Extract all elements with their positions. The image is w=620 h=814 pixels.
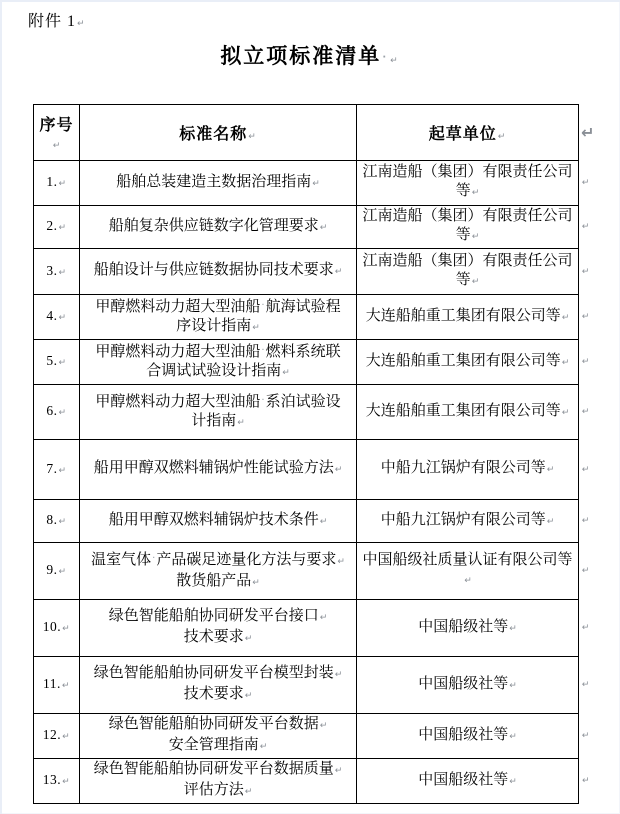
cell-text-line: 10.↵ [42, 619, 71, 634]
row-end-mark: ↵ [581, 623, 590, 633]
cell-end-mark: ↵ [471, 276, 480, 287]
cell-end-mark: ↵ [61, 681, 70, 691]
standard-name-cell [80, 385, 357, 440]
cell-text-line: 甲醇燃料动力超大型油船·系泊试验设 [95, 394, 341, 410]
cell-end-mark: ↵ [546, 465, 555, 475]
row-number-cell [34, 759, 80, 804]
table-row [34, 714, 593, 759]
row-number-cell [34, 714, 80, 759]
table-row [34, 161, 593, 206]
cell-end-mark: ↵ [509, 776, 517, 787]
row-number-cell [34, 249, 80, 295]
table-row [34, 206, 593, 249]
cell-end-mark: ↵ [319, 613, 328, 623]
space-mark: · [261, 345, 265, 356]
cell-end-mark: ↵ [52, 141, 62, 151]
cell-text-line: 2.↵ [46, 218, 67, 233]
cell-text-line: 船舶复杂供应链数字化管理要求↵ [108, 217, 328, 234]
cell-text-line: 序设计指南↵ [176, 318, 260, 334]
row-number-cell [34, 500, 80, 543]
row-number-cell [34, 543, 80, 600]
cell-text-line: 绿色智能船舶协同研发平台模型封装↵ [93, 665, 343, 681]
cell-end-mark: ↵ [546, 516, 555, 527]
cell-end-mark: ↵ [58, 358, 67, 368]
cell-text-line: 11.↵ [43, 676, 70, 691]
header-number-label: 序号 [39, 117, 74, 134]
cell-end-mark: ↵ [334, 766, 343, 776]
space-mark: · [261, 395, 265, 406]
cell-end-mark: ↵ [312, 178, 320, 189]
standard-name-cell [80, 206, 357, 249]
header-cell-number [34, 105, 80, 161]
table-row [34, 440, 593, 500]
cell-end-mark: ↵ [62, 624, 71, 634]
cell-text-line: 6.↵ [46, 403, 67, 418]
space-mark: · [382, 52, 389, 63]
cell-end-mark: ↵ [62, 777, 71, 787]
cell-end-mark: ↵ [259, 742, 268, 752]
standard-name-cell [80, 657, 357, 714]
cell-text-line: 评估方法↵ [183, 782, 253, 798]
cell-end-mark: ↵ [237, 418, 245, 428]
cell-end-mark: ↵ [58, 465, 67, 476]
cell-end-mark: ↵ [334, 465, 343, 475]
attachment-label-text: 附件 1 [28, 13, 77, 30]
cell-text-line: 7.↵ [46, 460, 67, 476]
cell-end-mark: ↵ [319, 516, 328, 527]
cell-text-line: 技术要求↵ [183, 629, 253, 645]
table-row [34, 657, 593, 714]
row-end-mark: ↵ [581, 464, 590, 475]
row-number-cell [34, 206, 80, 249]
table-header-row [34, 105, 593, 161]
cell-text-line: 中国船级社等↵ [418, 618, 517, 635]
cell-end-mark: ↵ [244, 634, 253, 644]
cell-text-line: 9.↵ [46, 562, 67, 577]
cell-text-line: 散货船产品↵ [176, 573, 260, 589]
drafting-unit-cell [357, 543, 579, 600]
drafting-unit-cell [357, 714, 579, 759]
header-standard-name-label: 标准名称 [179, 126, 248, 143]
cell-text-line: 中国船级社等↵ [418, 771, 517, 788]
cell-text-line: 安全管理指南↵ [168, 737, 268, 753]
drafting-unit-cell [357, 657, 579, 714]
cell-text-line: 大连船舶重工集团有限公司等↵ [365, 402, 570, 419]
row-number-cell [34, 295, 80, 340]
header-cell-standard-name [80, 105, 357, 161]
cell-end-mark: ↵ [561, 357, 570, 368]
cell-text-line: 等↵ [455, 227, 480, 243]
cell-end-mark: ↵ [337, 557, 345, 567]
cell-text-line: 中国船级社等↵ [418, 726, 517, 743]
standard-name-cell [80, 340, 357, 385]
row-number-cell [34, 600, 80, 657]
row-end-mark: ↵ [581, 222, 590, 232]
drafting-unit-cell [357, 161, 579, 206]
cell-text-line: 12.↵ [42, 727, 71, 742]
cell-end-mark: ↵ [282, 368, 290, 378]
cell-end-mark: ↵ [252, 323, 260, 333]
cell-end-mark: ↵ [471, 232, 480, 242]
cell-end-mark: ↵ [497, 132, 507, 142]
cell-end-mark: ↵ [334, 267, 343, 277]
cell-text-line: 13.↵ [42, 772, 71, 787]
cell-text-line: 大连船舶重工集团有限公司等↵ [365, 307, 570, 324]
cell-text-line: 5.↵ [46, 353, 67, 368]
row-end-mark: ↵ [581, 266, 590, 277]
row-number-cell [34, 657, 80, 714]
standard-name-cell [80, 543, 357, 600]
row-number-cell [34, 161, 80, 206]
drafting-unit-cell [357, 249, 579, 295]
paragraph-mark: ↵ [390, 56, 400, 66]
cell-text-line: 船舶总装建造主数据治理指南↵ [116, 173, 320, 190]
cell-end-mark: ↵ [561, 312, 570, 323]
cell-text-line: 温室气体·产品碳足迹量化方法与要求↵ [91, 552, 345, 568]
cell-end-mark: ↵ [58, 223, 67, 233]
cell-text-line: 中船九江锅炉有限公司等↵ [380, 511, 555, 528]
cell-text-line: 合调试试验设计指南↵ [146, 363, 290, 379]
row-end-mark: ↵ [581, 680, 590, 690]
cell-end-mark: ↵ [319, 222, 328, 233]
row-number-cell [34, 340, 80, 385]
standard-name-cell [80, 249, 357, 295]
cell-end-mark: ↵ [248, 132, 257, 142]
drafting-unit-cell [357, 600, 579, 657]
cell-end-mark: ↵ [58, 313, 67, 323]
cell-end-mark: ↵ [58, 567, 67, 577]
row-number-cell [34, 385, 80, 440]
table-row [34, 600, 593, 657]
cell-text-line: 计指南↵ [191, 413, 245, 429]
table-row [34, 295, 593, 340]
cell-end-mark: ↵ [509, 623, 517, 634]
cell-text-line: 绿色智能船舶协同研发平台数据↵ [108, 716, 328, 732]
standard-name-cell [80, 440, 357, 500]
cell-end-mark: ↵ [334, 670, 343, 680]
table-row [34, 543, 593, 600]
cell-end-mark: ↵ [58, 267, 67, 278]
cell-text-line: 3.↵ [46, 262, 67, 278]
table-row [34, 759, 593, 804]
cell-end-mark: ↵ [464, 576, 472, 586]
row-end-mark: ↵ [581, 357, 590, 367]
paragraph-mark: ↵ [77, 19, 86, 29]
cell-text-line: 船用甲醇双燃料辅锅炉技术条件↵ [108, 511, 328, 528]
cell-text-line: 4.↵ [46, 308, 67, 323]
header-cell-drafting-unit [357, 105, 579, 161]
row-end-mark: ↵ [581, 178, 590, 188]
cell-end-mark: ↵ [509, 680, 517, 691]
cell-end-mark: ↵ [62, 732, 71, 742]
attachment-label [28, 8, 86, 31]
drafting-unit-cell [357, 759, 579, 804]
page-title [0, 40, 620, 70]
row-end-mark: ↵ [581, 566, 590, 576]
space-mark: · [152, 553, 156, 564]
drafting-unit-cell [357, 440, 579, 500]
cell-text-line: 等↵ [455, 183, 480, 199]
cell-text-line: 江南造船（集团）有限责任公司 [362, 252, 573, 269]
cell-end-mark: ↵ [561, 407, 570, 418]
cell-text-line: 江南造船（集团）有限责任公司 [362, 164, 573, 180]
cell-text-line: 技术要求↵ [183, 686, 253, 702]
cell-text-line: 甲醇燃料动力超大型油船·燃料系统联 [95, 344, 341, 360]
cell-end-mark: ↵ [58, 517, 67, 527]
cell-end-mark: ↵ [244, 787, 253, 797]
row-number-cell [34, 440, 80, 500]
cell-text-line: 8.↵ [46, 512, 67, 527]
standard-name-cell [80, 295, 357, 340]
cell-text-line: 船舶设计与供应链数据协同技术要求↵ [93, 262, 343, 278]
row-end-mark: ↵ [581, 123, 596, 142]
cell-text-line: 大连船舶重工集团有限公司等↵ [365, 352, 570, 369]
table-row [34, 249, 593, 295]
cell-end-mark: ↵ [471, 188, 480, 198]
drafting-unit-cell [357, 295, 579, 340]
standard-name-cell [80, 500, 357, 543]
row-end-mark: ↵ [581, 516, 590, 526]
row-end-mark: ↵ [581, 731, 590, 741]
drafting-unit-cell [357, 206, 579, 249]
drafting-unit-cell [357, 385, 579, 440]
table-row [34, 385, 593, 440]
cell-end-mark: ↵ [319, 721, 328, 731]
standards-table-body [34, 161, 593, 804]
cell-text-line: 等↵ [455, 271, 480, 288]
row-end-mark: ↵ [581, 312, 590, 322]
drafting-unit-cell [357, 340, 579, 385]
cell-text-line: 中国船级社质量认证有限公司等↵ [362, 552, 573, 586]
row-end-mark: ↵ [581, 776, 590, 786]
page-title-text: 拟立项标准清单 [220, 44, 382, 68]
standard-name-cell [80, 161, 357, 206]
standards-table [33, 104, 596, 804]
table-row [34, 340, 593, 385]
cell-text-line: 绿色智能船舶协同研发平台接口↵ [108, 608, 328, 624]
cell-text-line: 江南造船（集团）有限责任公司 [362, 208, 573, 224]
cell-end-mark: ↵ [58, 179, 67, 189]
cell-text-line: 中国船级社等↵ [418, 675, 517, 692]
cell-text-line: 1.↵ [46, 174, 67, 189]
standard-name-cell [80, 714, 357, 759]
cell-end-mark: ↵ [58, 408, 67, 418]
table-row [34, 500, 593, 543]
header-drafting-unit-label: 起草单位 [428, 126, 497, 143]
row-end-mark: ↵ [581, 407, 590, 417]
cell-text-line: 绿色智能船舶协同研发平台数据质量↵ [93, 761, 343, 777]
cell-end-mark: ↵ [244, 691, 253, 701]
cell-text-line: 甲醇燃料动力超大型油船·航海试验程 [95, 299, 341, 315]
standard-name-cell [80, 600, 357, 657]
cell-end-mark: ↵ [252, 578, 260, 588]
cell-text-line: 船用甲醇双燃料辅锅炉性能试验方法↵ [93, 460, 343, 476]
drafting-unit-cell [357, 500, 579, 543]
cell-end-mark: ↵ [509, 731, 517, 742]
standard-name-cell [80, 759, 357, 804]
space-mark: · [261, 300, 265, 311]
cell-text-line: 中船九江锅炉有限公司等↵ [380, 460, 555, 476]
